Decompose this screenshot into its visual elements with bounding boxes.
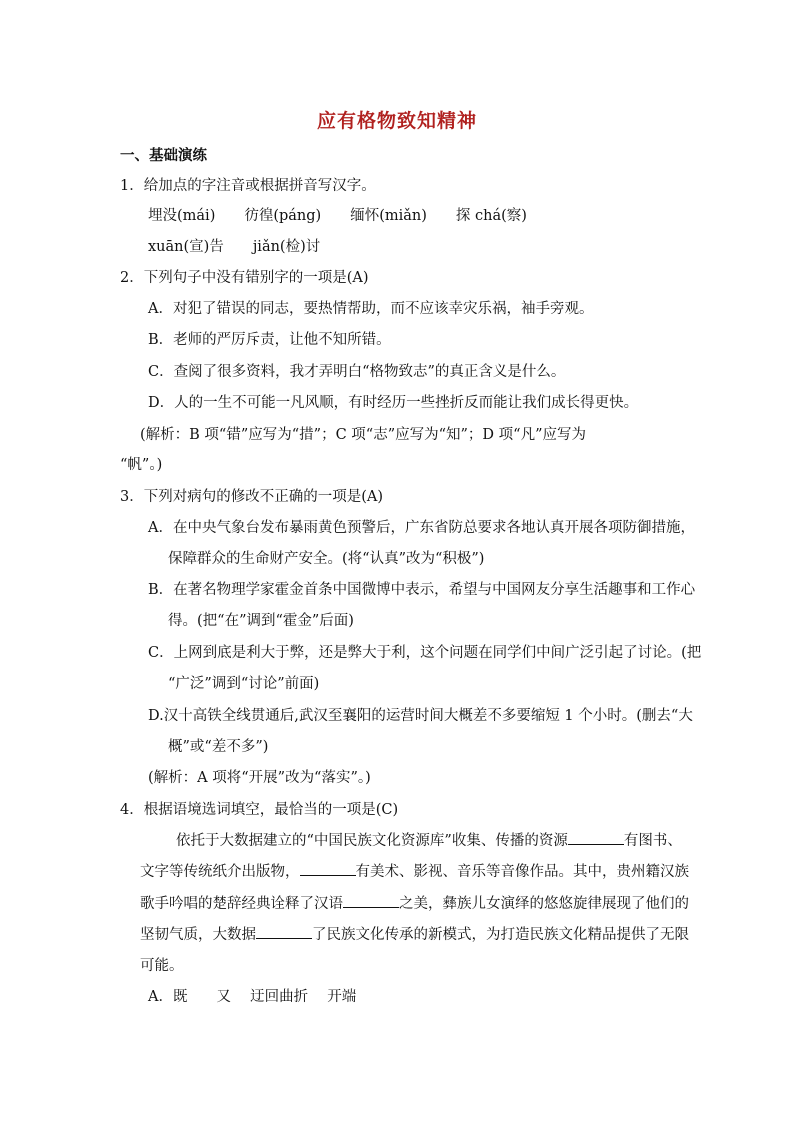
question-4-paragraph-line-3	[140, 893, 689, 914]
question-3-analysis: (解析：A 项将“开展”改为“落实”。)	[148, 770, 371, 786]
text-span: 有美术、影视、音乐等音像作品。其中，贵州籍汉族	[355, 864, 689, 880]
text-span: 坚韧气质，大数据	[140, 927, 256, 943]
text-span: 之美，彝族儿女演绎的悠悠旋律展现了他们的	[399, 896, 689, 912]
question-3-option-a-line-1: A．在中央气象台发布暴雨黄色预警后，广东省防总要求各地认真开展各项防御措施，	[148, 520, 695, 536]
fill-blank-2[interactable]	[300, 861, 356, 876]
fill-blank-1[interactable]	[568, 830, 624, 845]
fill-blank-4[interactable]	[256, 924, 312, 939]
text-span: 有图书、	[623, 833, 682, 849]
question-3-option-c-line-1: C．上网到底是利大于弊，还是弊大于利，这个问题在同学们中间广泛引起了讨论。(把	[148, 645, 702, 661]
question-3-option-b-line-2: 得。(把“在”调到“霍金”后面)	[168, 613, 354, 629]
question-3-option-b-line-1: B．在著名物理学家霍金首条中国微博中表示，希望与中国网友分享生活趣事和工作心	[148, 582, 696, 598]
question-2-option-b: B．老师的严厉斥责，让他不知所错。	[148, 332, 391, 348]
question-2-stem: 2．下列句子中没有错别字的一项是(A)	[120, 270, 369, 286]
question-2-option-d: D．人的一生不可能一凡风顺，有时经历一些挫折反而能让我们成长得更快。	[148, 395, 639, 411]
question-4-paragraph-line-4	[140, 924, 689, 945]
section-heading: 一、基础演练	[120, 147, 207, 164]
fill-blank-3[interactable]	[343, 893, 399, 908]
question-3-option-d-line-2: 概”或“差不多”)	[168, 739, 269, 755]
text-span: 依托于大数据建立的“中国民族文化资源库”收集、传播的资源	[176, 833, 568, 849]
question-2-option-a: A．对犯了错误的同志，要热情帮助，而不应该幸灾乐祸，袖手旁观。	[148, 301, 594, 317]
question-3-stem: 3．下列对病句的修改不正确的一项是(A)	[120, 489, 384, 505]
question-1-row-2: xuān(宣)告 jiǎn(检)讨	[148, 239, 321, 255]
question-2-analysis-line-1: (解析：B 项“错”应写为“措”；C 项“志”应写为“知”；D 项“凡”应写为	[140, 427, 586, 443]
text-span: 文字等传统纸介出版物，	[140, 864, 300, 880]
question-2-analysis-line-2: “帆”。)	[120, 457, 163, 473]
question-4-paragraph-line-5: 可能。	[140, 958, 184, 974]
question-3-option-a-line-2: 保障群众的生命财产安全。(将“认真”改为“积极”)	[168, 551, 485, 567]
question-1-stem: 1．给加点的字注音或根据拼音写汉字。	[120, 178, 376, 194]
page-title: 应有格物致知精神	[316, 110, 477, 132]
text-span: 歌手吟唱的楚辞经典诠释了汉语	[140, 896, 343, 912]
question-3-option-d-line-1: D.汉十高铁全线贯通后,武汉至襄阳的运营时间大概差不多要缩短 1 个小时。(删去“大	[148, 708, 693, 724]
question-1-row-1: 埋没(mái) 彷徨(páng) 缅怀(miǎn) 探 chá(察)	[148, 208, 527, 224]
question-4-paragraph-line-1	[176, 830, 682, 851]
question-4-stem: 4．根据语境选词填空，最恰当的一项是(C)	[120, 802, 399, 818]
question-2-option-c: C．查阅了很多资料，我才弄明白“格物致志”的真正含义是什么。	[148, 364, 566, 380]
question-4-option-a: A．既 又 迂回曲折 开端	[148, 989, 357, 1005]
text-span: 了民族文化传承的新模式，为打造民族文化精品提供了无限	[312, 927, 689, 943]
question-4-paragraph-line-2	[140, 861, 689, 882]
question-3-option-c-line-2: “广泛”调到“讨论”前面)	[168, 676, 320, 692]
